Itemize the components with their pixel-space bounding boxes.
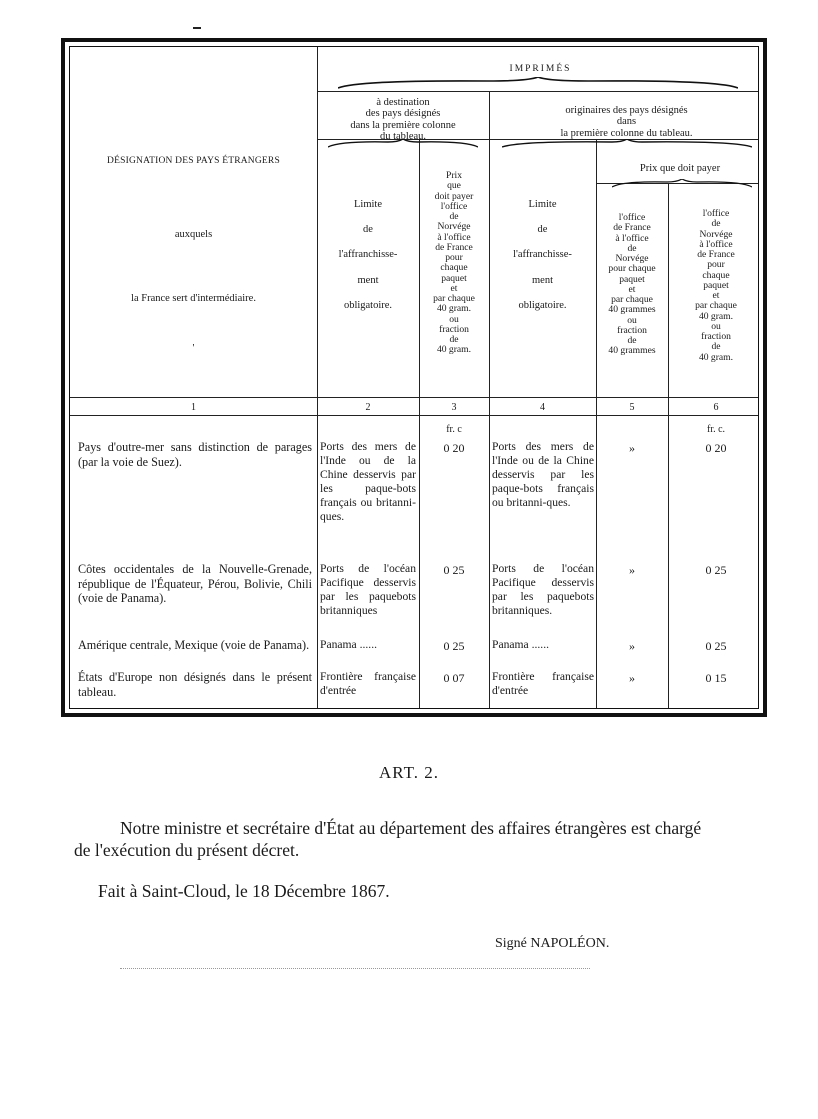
colnum-1: 1 [191,402,196,413]
imprimes-heading: IMPRIMÉS [509,64,572,74]
rule-imprimes [317,91,758,92]
col5-office-france: l'office de France à l'office de Norvége pour chaque paquet et par chaque 40 grammes ou fraction de 40 grammes [608,212,656,357]
row3-col3: 0 25 [443,639,465,653]
tariff-table [61,38,767,717]
row4-orig: Frontière française d'entrée [492,670,594,697]
colnum-3: 3 [451,402,457,413]
col3-prix: Prix que doit payer l'office de Norvége à l'office de France pour chaque paquet et par chaque 40 gram. ou fraction de 40 gram. [433,170,475,356]
table-inner-border [69,46,759,709]
row1-orig: Ports des mers de l'Inde ou de la Chine desservis par les paque-bots français ou britanni-ques. [492,440,594,509]
row3-orig: Panama ...... [492,638,549,651]
row1-col5: » [629,441,635,455]
row4-col6: 0 15 [705,671,727,685]
table-grid [70,47,758,708]
row1-col6: 0 20 [705,441,727,455]
article-heading: ART. 2. [379,763,439,782]
col4-limite: Limite de l'affranchisse- ment obligatoire. [513,199,572,311]
row4-dest: Frontière française d'entrée [320,670,416,697]
signature-line: Signé NAPOLÉON. [495,936,610,951]
brace-origin [502,139,752,149]
rule-body [70,415,758,416]
col2-limite: Limite de l'affranchisse- ment obligatoire. [338,199,398,311]
group-origin: originaires des pays désignés dans la première colonne du tableau. [560,105,693,139]
col1-intermediaire: la France sert d'intermédiaire. [131,293,256,304]
rule-colnums [70,397,758,398]
brace-destination [328,139,478,149]
rule-col1 [317,47,318,708]
row2-col6: 0 25 [705,563,727,577]
colnum-5: 5 [629,402,635,413]
brace-imprimes [338,77,738,89]
brace-prix [612,179,752,189]
row3-country: Amérique centrale, Mexique (voie de Panama). [78,638,310,652]
rule-group [489,91,490,708]
colnum-2: 2 [365,402,371,413]
row3-col5: » [629,639,635,653]
colnum-4: 4 [540,402,545,413]
row1-country: Pays d'outre-mer sans distinction de parages (par la voie de Suez). [78,440,312,469]
unit-col3: fr. c [446,424,462,435]
prix-heading: Prix que doit payer [639,163,721,174]
row2-dest: Ports de l'océan Pacifique desservis par les paquebots britanniques [320,562,416,617]
group-destination: à destination des pays désignés dans la première colonne du tableau. [350,97,456,142]
row2-orig: Ports de l'océan Pacifique desservis par les paquebots britanniques. [492,562,594,617]
col1-heading: DÉSIGNATION DES PAYS ÉTRANGERS [107,156,280,166]
row4-col3: 0 07 [443,671,465,685]
colnum-6: 6 [713,402,719,413]
row2-col3: 0 25 [443,563,465,577]
row4-col5: » [629,671,635,685]
row1-col3: 0 20 [443,441,465,455]
row3-dest: Panama ...... [320,638,377,651]
cut-off-line [120,968,590,969]
col6-office-norvege: l'office de Norvége à l'office de France pour chaque paquet et par chaque 40 gram. ou fraction de 40 gram. [695,208,737,363]
decree-paragraph: Notre ministre et secrétaire d'État au département des affaires étrangères est chargé de l'exécution du présent décret. [74,818,702,860]
row2-country: Côtes occidentales de la Nouvelle-Grenade, république de l'Équateur, Pérou, Bolivie, Chili (voie de Panama). [78,562,312,606]
unit-col6: fr. c. [706,424,726,435]
row1-dest: Ports des mers de l'Inde ou de la Chine desservis par les paque-bots français ou britanni-ques. [320,440,416,523]
stray-mark [193,27,201,29]
row4-country: États d'Europe non désignés dans le présent tableau. [78,670,312,699]
col1-mark: ' [192,343,195,354]
col1-auxquels: auxquels [174,229,213,240]
place-date-line: Fait à Saint-Cloud, le 18 Décembre 1867. [98,881,390,901]
row2-col5: » [629,563,635,577]
row3-col6: 0 25 [705,639,727,653]
